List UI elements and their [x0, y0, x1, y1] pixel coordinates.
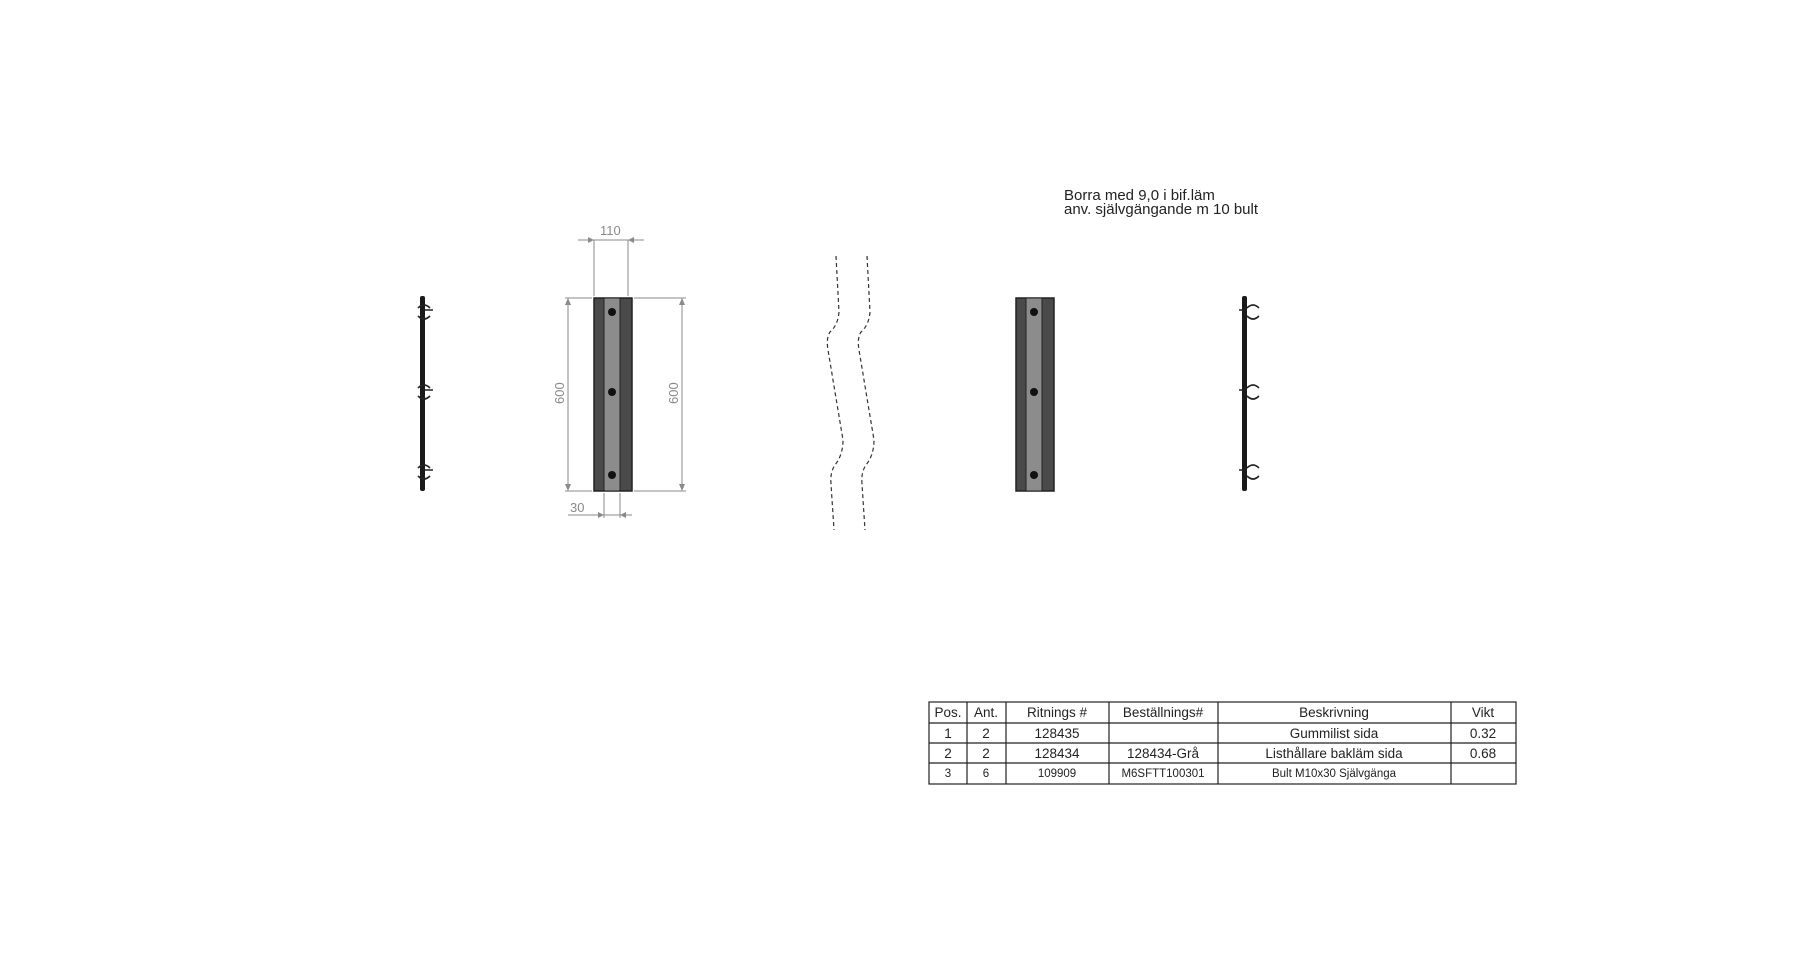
dim-offset-bottom: 30	[570, 500, 585, 515]
side-view-right	[1239, 296, 1259, 491]
note-line-1: Borra med 9,0 i bif.läm	[1064, 187, 1215, 204]
bom-cell-pos: 2	[944, 746, 952, 761]
bom-cell-qty: 2	[982, 746, 990, 761]
profile-bar	[420, 296, 425, 491]
side-view-left	[418, 296, 433, 491]
bom-header-drawing: Ritnings #	[1026, 705, 1088, 720]
bolt-hole-bottom	[1030, 471, 1038, 479]
bom-cell-description: Listhållare bakläm sida	[1265, 746, 1403, 761]
front-view-right	[1016, 298, 1054, 491]
bom-cell-order: 128434-Grå	[1126, 746, 1200, 761]
bom-cell-drawing: 128434	[1034, 746, 1080, 761]
bom-row	[944, 726, 1496, 741]
bom-table	[929, 702, 1516, 784]
bolt-hole-bottom	[608, 471, 616, 479]
dim-height-right: 600	[666, 382, 681, 404]
bolt-hole-middle	[608, 388, 616, 396]
bom-cell-qty: 6	[982, 768, 990, 780]
bom-cell-qty: 2	[982, 726, 990, 741]
break-lines	[827, 256, 874, 530]
profile-bar	[1242, 296, 1247, 491]
bom-cell-weight: 0.32	[1469, 726, 1497, 741]
bom-header-weight: Vikt	[1471, 705, 1495, 720]
bom-cell-description: Gummilist sida	[1289, 726, 1379, 741]
bom-header-description: Beskrivning	[1299, 705, 1369, 720]
drill-note	[1064, 187, 1259, 218]
bom-grid	[929, 702, 1516, 784]
front-view-dimensioned	[552, 223, 686, 518]
bom-cell-order: M6SFTT100301	[1121, 768, 1205, 780]
bom-header-order: Beställnings#	[1122, 705, 1204, 720]
bom-cell-pos: 1	[944, 726, 952, 741]
bom-cell-drawing: 109909	[1037, 768, 1077, 780]
bom-cell-pos: 3	[944, 768, 952, 780]
note-line-2: anv. självgängande m 10 bult	[1064, 201, 1259, 218]
break-line-left	[827, 256, 843, 530]
bom-cell-drawing: 128435	[1034, 726, 1080, 741]
bom-cell-description: Bult M10x30 Självgänga	[1271, 768, 1397, 780]
break-line-right	[858, 256, 874, 530]
dim-width-top: 110	[600, 223, 621, 238]
bom-row	[944, 746, 1496, 761]
bolt-hole-top	[608, 308, 616, 316]
bom-row	[945, 768, 1397, 780]
bom-cell-weight: 0.68	[1469, 746, 1497, 761]
bolt-hole-middle	[1030, 388, 1038, 396]
bom-header-row	[934, 705, 1494, 720]
bom-header-pos: Pos.	[934, 705, 962, 720]
bolt-hole-top	[1030, 308, 1038, 316]
dim-height-left: 600	[552, 382, 567, 404]
bom-header-qty: Ant.	[973, 705, 999, 720]
